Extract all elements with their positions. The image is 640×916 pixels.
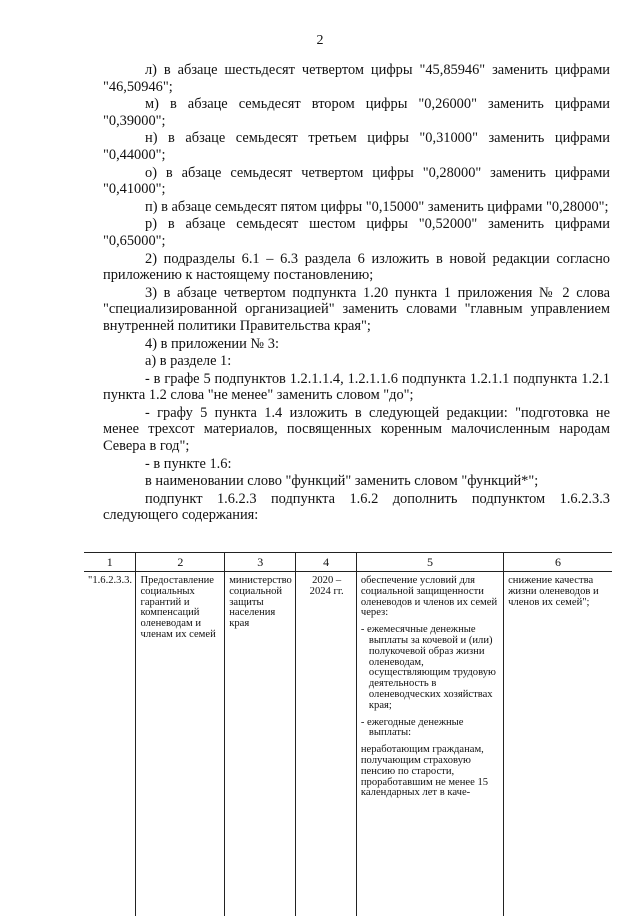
result-intro: обеспечение условий для социальной защищенности оленеводов и членов их семей через: bbox=[361, 576, 500, 619]
paragraph-item-3: 3) в абзаце четвертом подпункта 1.20 пункта 1 приложения № 2 слова "специализированной организацией" заменить словами "главным управлением внутренней политики Правительства края"; bbox=[103, 285, 610, 335]
paragraph-dash-1: - в графе 5 подпунктов 1.2.1.1.4, 1.2.1.1.6 подпункта 1.2.1.1 подпункта 1.2.1 пункта 1.2 слова "не менее" заменить словом "до"; bbox=[103, 371, 610, 404]
result-tail: неработающим гражданам, получающим страховую пенсию по старости, проработавшим не менее 15 календарных лет в каче- bbox=[361, 745, 500, 799]
paragraph-item-4: 4) в приложении № 3: bbox=[103, 336, 610, 353]
paragraph-item-2: 2) подразделы 6.1 – 6.3 раздела 6 изложить в новой редакции согласно приложению к настоящему постановлению; bbox=[103, 251, 610, 284]
paragraph-m: м) в абзаце семьдесят втором цифры "0,26000" заменить цифрами "0,39000"; bbox=[103, 96, 610, 129]
paragraph-n: н) в абзаце семьдесят третьем цифры "0,31000" заменить цифрами "0,44000"; bbox=[103, 130, 610, 163]
table-header-cell: 1 bbox=[84, 553, 136, 572]
table-header-cell: 5 bbox=[356, 553, 503, 572]
cell-number: "1.6.2.3.3. bbox=[84, 572, 136, 916]
paragraph-l: л) в абзаце шестьдесят четвертом цифры "45,85946" заменить цифрами "46,50946"; bbox=[103, 62, 610, 95]
table-row bbox=[84, 572, 612, 916]
paragraph-dash-2: - графу 5 пункта 1.4 изложить в следующей редакции: "подготовка не менее трехсот материалов, посвященных коренным малочисленным народам Севера в год"; bbox=[103, 405, 610, 455]
paragraph-naming: в наименовании слово "функций" заменить словом "функций*"; bbox=[103, 473, 610, 490]
cell-executor: министерство социальной защиты населения края bbox=[225, 572, 296, 916]
paragraph-item-a: а) в разделе 1: bbox=[103, 353, 610, 370]
table-header-cell: 2 bbox=[136, 553, 225, 572]
cell-period: 2020 – 2024 гг. bbox=[296, 572, 356, 916]
table-header-cell: 6 bbox=[504, 553, 612, 572]
cell-measure-name: Предоставление социальных гарантий и компенсаций оленеводам и членам их семей bbox=[136, 572, 225, 916]
paragraph-p: п) в абзаце семьдесят пятом цифры "0,15000" заменить цифрами "0,28000"; bbox=[103, 199, 610, 216]
document-body bbox=[103, 62, 610, 525]
result-item-yearly: - ежегодные денежные выплаты: bbox=[361, 718, 500, 740]
page-number: 2 bbox=[0, 33, 640, 49]
paragraph-o: о) в абзаце семьдесят четвертом цифры "0,28000" заменить цифрами "0,41000"; bbox=[103, 165, 610, 198]
table-header-cell: 3 bbox=[225, 553, 296, 572]
cell-consequence: снижение качества жизни оленеводов и членов их семей"; bbox=[504, 572, 612, 916]
table-header-row bbox=[84, 553, 612, 572]
table-header-cell: 4 bbox=[296, 553, 356, 572]
paragraph-r: р) в абзаце семьдесят шестом цифры "0,52000" заменить цифрами "0,65000"; bbox=[103, 216, 610, 249]
paragraph-subitem: подпункт 1.6.2.3 подпункта 1.6.2 дополнить подпунктом 1.6.2.3.3 следующего содержания: bbox=[103, 491, 610, 524]
paragraph-dash-3: - в пункте 1.6: bbox=[103, 456, 610, 473]
cell-result bbox=[356, 572, 503, 916]
result-item-monthly: - ежемесячные денежные выплаты за кочевой и (или) полукочевой образ жизни оленеводам, осуществляющим трудовую деятельность в оленеводческих хозяйствах края; bbox=[361, 625, 500, 711]
amendment-table bbox=[84, 552, 612, 916]
